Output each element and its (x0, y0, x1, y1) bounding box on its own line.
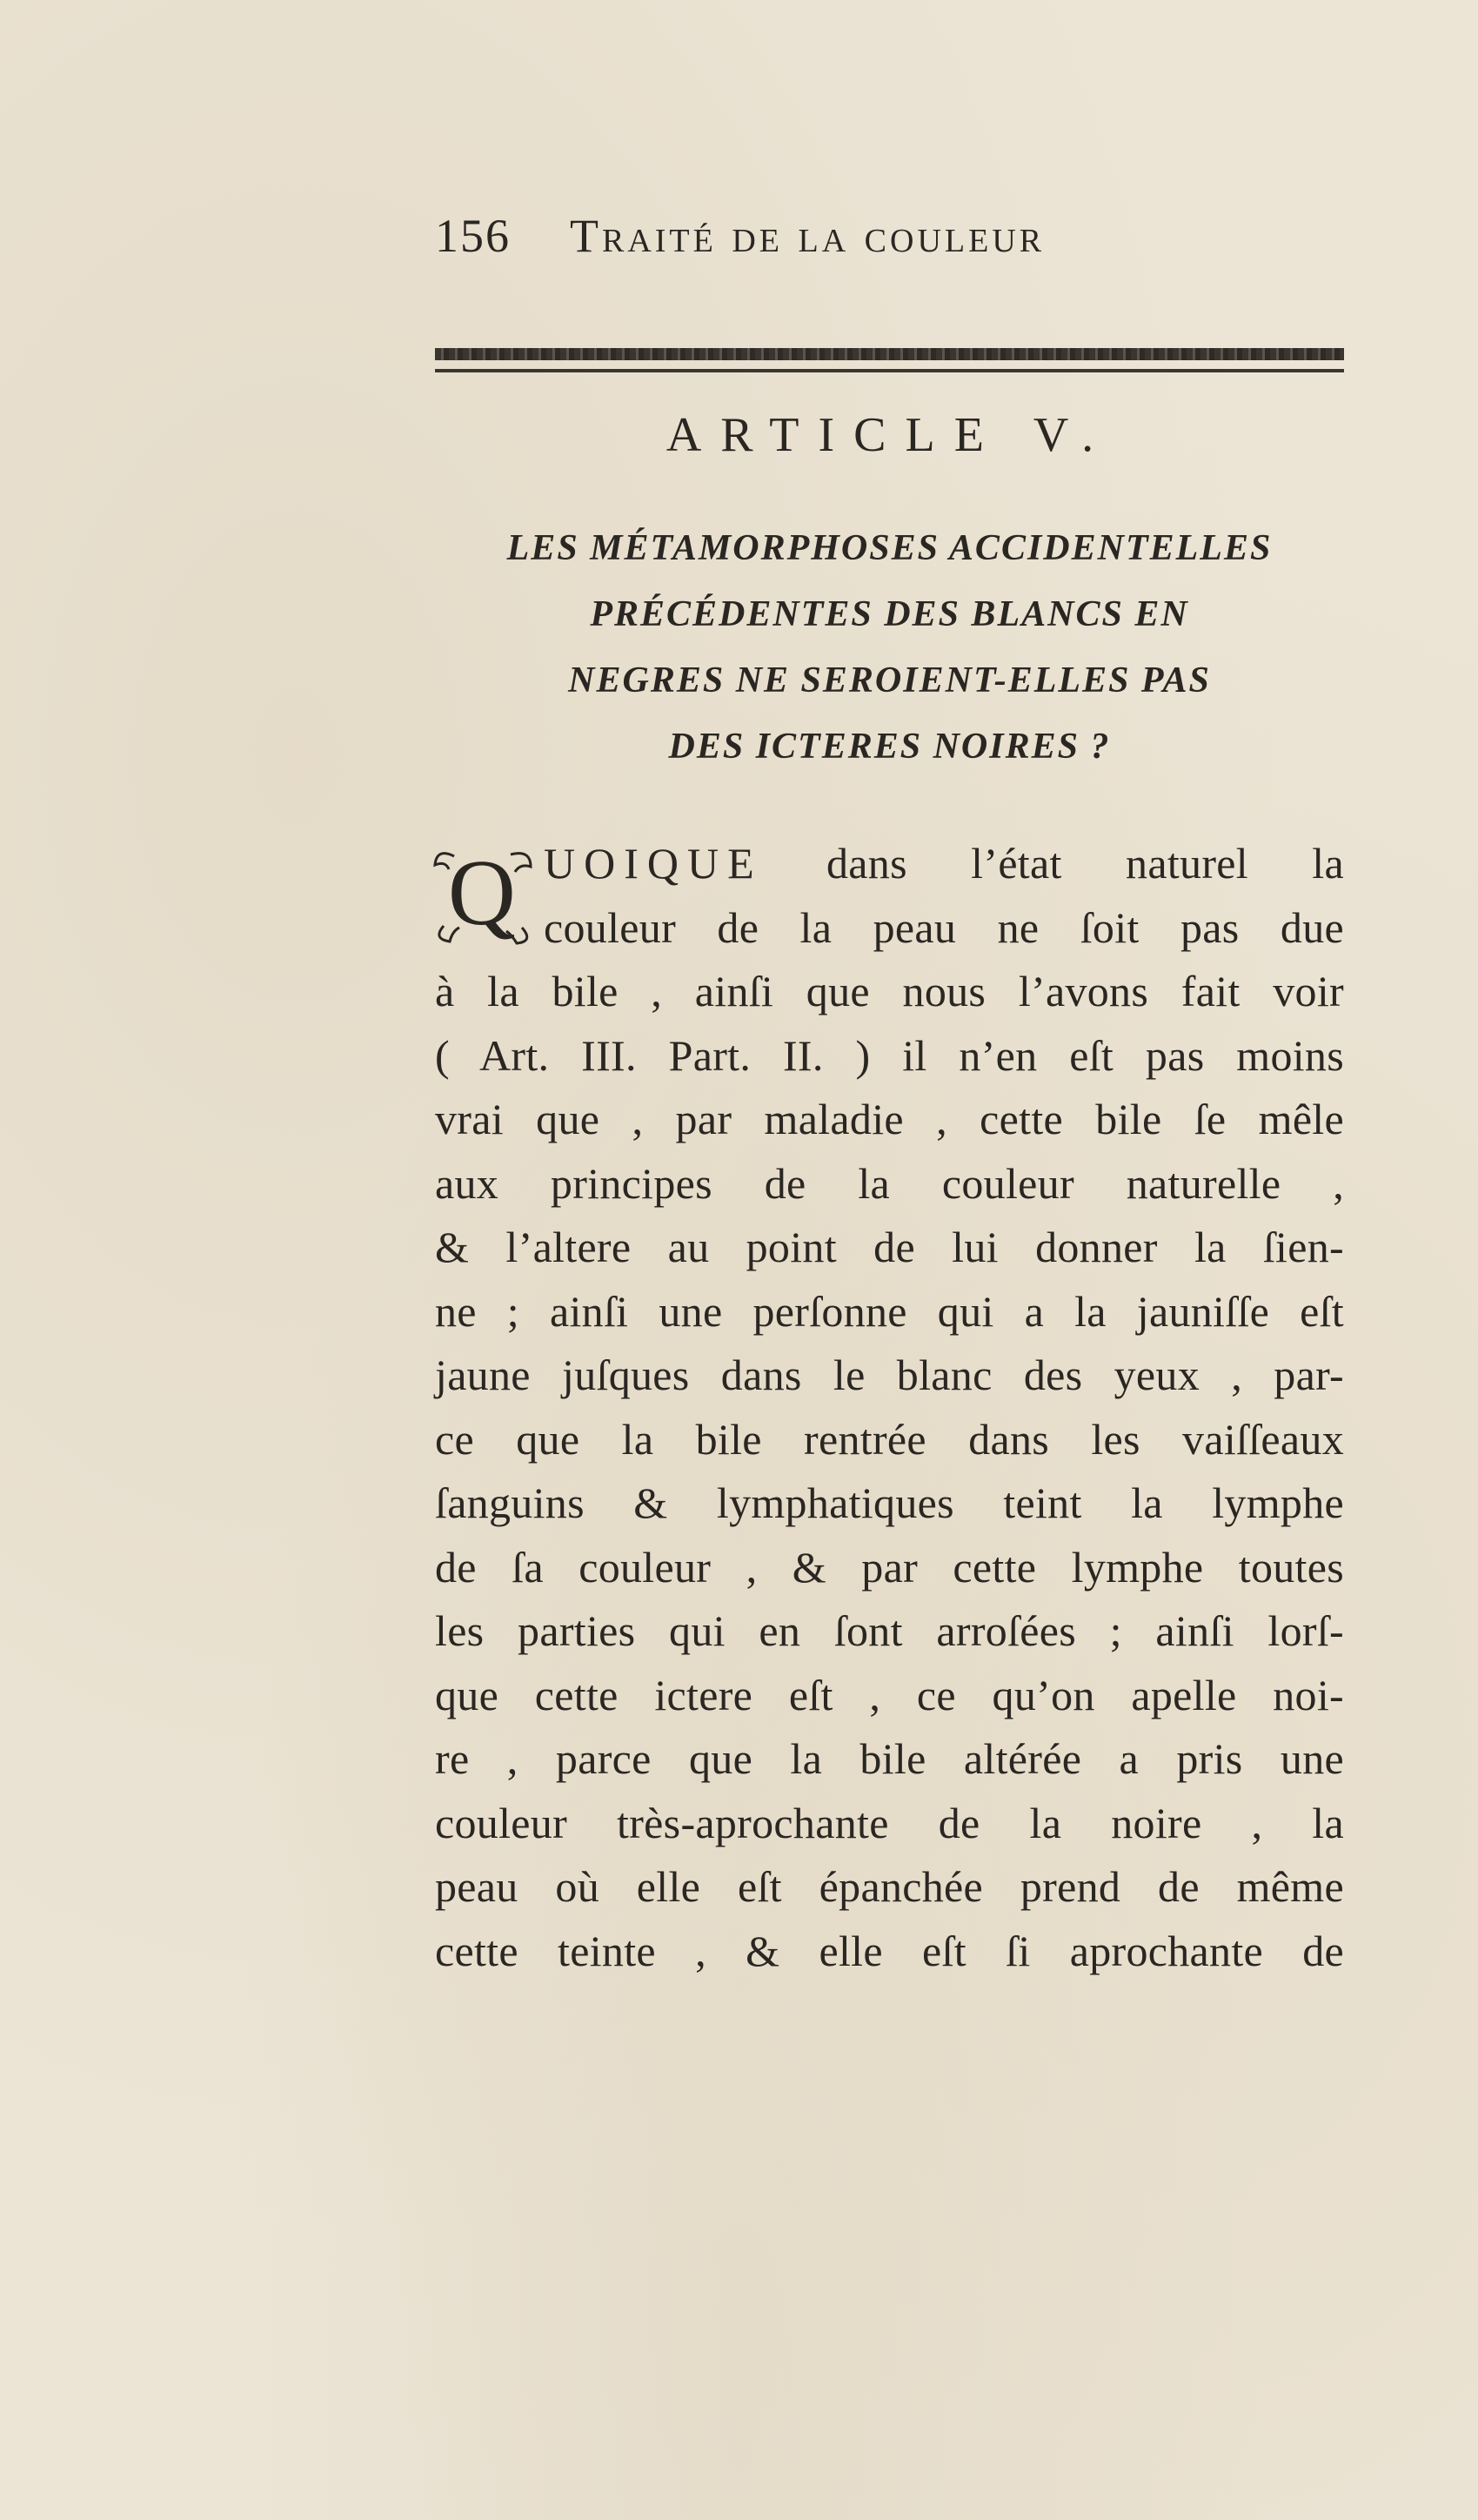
body-line: & l’altere au point de lui donner la ſien- (435, 1223, 1344, 1271)
subtitle-line: DES ICTERES NOIRES ? (668, 727, 1111, 767)
book-page (435, 191, 1344, 1983)
body-line: couleur très-aprochante de la noire , la (435, 1798, 1344, 1847)
body-line: jaune juſques dans le blanc des yeux , par- (435, 1350, 1344, 1399)
header-rule (435, 348, 1344, 372)
drop-cap-letter: Q (447, 841, 517, 945)
body-line: ſanguins & lymphatiques teint la lymphe (435, 1478, 1344, 1527)
header-rule-thin (435, 369, 1344, 372)
body-line: re , parce que la bile altérée a pris une (435, 1734, 1344, 1783)
body-line (435, 832, 1344, 896)
body-line: aux principes de la couleur naturelle , (435, 1158, 1344, 1208)
subtitle-line: PRÉCÉDENTES DES BLANCS EN (590, 594, 1189, 634)
body-line-text: dans l’état naturel la (826, 839, 1344, 888)
drop-cap-block (435, 832, 1344, 960)
header-rule-thick (435, 348, 1344, 360)
body-line: que cette ictere eſt , ce qu’on apelle noi- (435, 1670, 1344, 1719)
body-line: ce que la bile rentrée dans les vaiſſeaux (435, 1414, 1344, 1464)
body-line: à la bile , ainſi que nous l’avons fait voir (435, 967, 1344, 1015)
subtitle-line: LES MÉTAMORPHOSES ACCIDENTELLES (506, 528, 1273, 568)
body-line: cette teinte , & elle eſt ſi aprochante de (435, 1926, 1344, 1975)
lead-small-caps: UOIQUE (544, 839, 763, 888)
body-line: ne ; ainſi une perſonne qui a la jauniſſe eſt (435, 1286, 1344, 1336)
article-heading: ARTICLE V. (665, 408, 1114, 462)
ornamental-drop-cap-icon (428, 839, 537, 948)
subtitle-line: NEGRES NE SEROIENT-ELLES PAS (568, 660, 1211, 700)
body-line: ( Art. III. Part. II. ) il n’en eſt pas moins (435, 1030, 1344, 1080)
body-line: de ſa couleur , & par cette lymphe toutes (435, 1542, 1344, 1592)
body-line: les parties qui en ſont arroſées ; ainſi lorſ- (435, 1606, 1344, 1655)
body-line: vrai que , par maladie , cette bile ſe mêle (435, 1095, 1344, 1143)
article-subtitle (435, 515, 1344, 780)
body-text (435, 832, 1344, 1983)
running-title: Traité de la couleur (570, 210, 1046, 262)
running-head (435, 191, 1344, 270)
page-number: 156 (435, 210, 511, 262)
body-line: couleur de la peau ne ſoit pas due (544, 902, 1344, 952)
body-line: peau où elle eſt épanchée prend de même (435, 1862, 1344, 1911)
